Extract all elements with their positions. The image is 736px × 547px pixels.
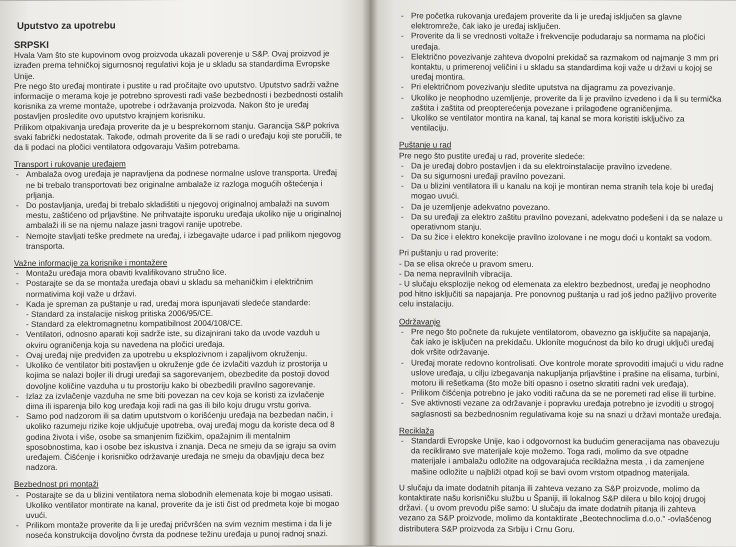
montage-list-2	[14, 329, 343, 474]
list-item: - Da u blizini ventilatora ili u kanalu na koji je montiran nema stranih tela koje bi uređaj mogao uvući.	[399, 182, 724, 204]
recycling-heading: Reciklaža	[399, 426, 435, 436]
list-item: - Kada je spreman za puštanje u rad, uređaj mora ispunjavati sledeće standarde:	[14, 298, 343, 310]
maintenance-heading: Održavanje	[399, 317, 441, 327]
list-item: - Postarajte se da u blizini ventilatora nema slobodnih elemenata koje bi mogao usisati. Ukoliko ventilator montirate na kanal, proverite da je isti čist od predmeta koje bi mogao uvući.	[14, 489, 343, 522]
transport-heading: Transport i rukovanje uređajem	[14, 159, 126, 170]
closing-paragraph: U slučaju da imate dodatnih pitanja ili zahteva vezano za S&P proizvode, molimo da kontaktirate našu korisničku službu u Španiji, ili lokalnog S&P dilera u bilo kojoj drugoj državi. ( u ovom prevodu piše samo: U slučaju da imate dodatnih pitanja ili zahteva vezano za S&P proizvode, molimo da kontaktirate „Beotechnoclima d.o.o." -ovlašćenog distributera S&P proizvoda za Srbiju i Crnu Goru.	[399, 483, 712, 534]
intro-paragraph: Hvala Vam što ste kupovinom ovog proizvoda ukazali poverenje u S&P. Ovaj proizvod je izrađen prema tehničkoj sigurnosnoj regulativi koja je u skladu sa standardima Evropske Unije.	[14, 49, 330, 81]
startup-lead: Pre nego što pustite uređaj u rad, proverite sledeće:	[399, 150, 585, 161]
list-item: - Da su uređaji za elektro zaštitu pravilno povezani, adekvatno podešeni i da se nalaze u operativnom stanju.	[399, 212, 724, 234]
list-item: - Pri električnom povezivanju sledite uputstva na dijagramu za povezivanje.	[399, 83, 724, 95]
list-item: - Pre nego što počnete da rukujete ventilatorom, obavezno ga isključite sa napajanja, čak iako je isključen na prekidaču. Ukloníte mogućnost da bilo ko drugi uključi uređaj dok vršite održavanje.	[399, 327, 724, 359]
list-item: - Postarajte se da se montaža uređaja obavi u skladu sa mehaničkim i električnim normativima koji važe u državi.	[14, 278, 343, 300]
list-item: - Samo pod nadzorom ili sa datim uputstvom o korišćenju uređaja na bezbedan način, i ukoliko razumeju rizike koje uključuje upotreba, ovaj uređaj mogu da koriste deca od 8 godina života i više, osobe sa smanjenim fizičkim, opažajnim ili mentalnim sposobnostima, kao i osobe bez iskustva i znanja. Deca ne smeju da se igraju sa ovim uređajem. Čišćenje i korisničko održavanje uređaja ne smeju da obavljaju deca bez nadzora.	[14, 410, 343, 473]
document-title: Uputstvo za upotrebu	[17, 20, 116, 33]
list-item: - Pre početka rukovanja uređajem proverite da li je uređaj isključen sa glavne elektromreže, čak iako je uređaj isključen.	[399, 11, 724, 33]
standard-line: - Standard za elektromagnetnu kompatibilnost 2004/108/CE.	[26, 318, 243, 330]
intro-paragraph-3: Prilikom otpakivanja uređaja proverite da je u besprekornom stanju. Garancija S&P pokriva svaki fabrički nedostatak. Takođe, odmah proverite da li se radi o uređaju koji ste poručili, te da li podaci na pločici ventilatora odgovaraju Vašim potrebama.	[14, 120, 342, 153]
list-item: - Ventilatori, odnosno aparati koji sadrže iste, su dizajnirani tako da uvode vazduh u okviru ograničenja koja su navedena na pločici uređaja.	[14, 329, 343, 351]
startup-list	[399, 161, 724, 244]
maintenance-list	[399, 327, 724, 420]
check-line: - U slučaju eksplozije nekog od elemenata za elektro bezbednost, uređaj je neophodno pod hitno isključiti sa napajanja. Pre ponovnog puštanja u rad još jedno pažljivo proverite celu instalaciju.	[399, 279, 717, 310]
list-item: - Montažu uređaja mora obaviti kvalifikovano stručno lice.	[14, 267, 343, 279]
list-item: - Ambalaža ovog uređaja je napravljena da podnese normalne uslove transporta. Uređaj ne bi trebalo transportovati bez originalne ambalaže iz razloga mogućih oštećenja i prljanja.	[14, 168, 343, 201]
list-item: - Da je uzemljenje adekvatno povezano.	[399, 202, 724, 214]
list-item: - Izlaz za izvlačenje vazduha ne sme biti povezan na cev koja se koristi za izvlačenje dima ili isparenja bilo kog uređaja koji radi na gas ili bilo koju drugu vrstu goriva.	[14, 390, 343, 412]
list-item: - Prilikom čišćenja potrebno je jako voditi računa da se ne poremeti rad elise ili turbine.	[399, 388, 724, 400]
safety-list	[14, 489, 343, 542]
check-line: - Da se elisa okreće u pravom smeru.	[399, 259, 534, 269]
standard-line: - Standard za instalacije niskog pritiska 2006/95/CE.	[26, 308, 214, 320]
list-item: - Da su žice i elektro konekcije pravilno izolovane i ne mogu doći u kontakt sa vodom.	[399, 233, 724, 245]
electrical-list	[399, 11, 724, 135]
startup-lead-2: Pri puštanju u rad proverite:	[399, 248, 499, 259]
check-line: - Da nema nepravilnih vibracija.	[399, 269, 513, 279]
list-item: - Proverite da li se vrednosti voltaže i frekvencije podudaraju sa normama na pločici uređaja.	[399, 32, 724, 54]
transport-list	[14, 168, 343, 252]
list-item: - Do postavljanja, uređaj bi trebalo skladištiti u njegovoj originalnoj ambalaži na suvom mestu, zaštićeno od prljavštine. Ne prihvatajte isporuku uređaja ukoliko nije u originalnoj ambalaži ili se na njemu nalaze jasni tragovi ranije upotrebe.	[14, 199, 343, 232]
recycling-list	[399, 436, 724, 478]
list-item: - Ukoliko će ventilator biti postavljen u okruženje gde će izvlačiti vazduh iz prostorija u kojima se nalazi bojler ili drugi uređaji sa sagorevanjem, obezbedite da postoji dovod dovoljne količine vazduha u tu prostoriju kako bi obezbedili pravilno sagorevanje.	[14, 359, 343, 392]
montage-list	[14, 267, 343, 310]
list-item: - Ukoliko je neophodno uzemljenje, proverite da li je pravilno izvedeno i da li su termička zaštita i zaštita od preopterećenja povezane i prilagođene ograničenjima.	[399, 93, 724, 115]
list-item: - Električno povezivanje zahteva dvopolni prekidač sa razmakom od najmanje 3 mm pri kontaktu, u primerenoj veličini i u skladu sa standardima koji važe u državi u kojoj se uređaj montira.	[399, 52, 724, 84]
right-page	[369, 0, 736, 547]
language-heading: SRPSKI	[14, 38, 49, 51]
list-item: - Da su sigurnosni uređaji pravilno povezani.	[399, 171, 724, 183]
list-item: - Prilikom montaže proverite da li je uređaj pričvršćen na svim veznim mestima i da li je noseća konstrukcija dovoljno čvrsta da podnese težinu uređaja u punoj radnoj snazi.	[14, 519, 343, 541]
montage-heading: Važne informacije za korisnike i montažere	[14, 258, 168, 269]
list-item: - Nemojte stavljati teške predmete na uređaj, i izbegavajte udarce i pad prilikom njegovog transporta.	[14, 230, 343, 252]
safety-heading: Bezbednost pri montaži	[14, 479, 99, 490]
list-item: - Standardi Evropske Unije, kao i odgovornost ka budućim generacijama nas obavezuju da reciklirамо sve materijale koje možemo. Toga radi, molimo da sve otpadne materijale i ambalažu odložite na odgovarajuća reciklažna mesta , i da zamenjene mašine odložite u najbliži otpad koji se bavi ovom vrstom otpadnog materijala.	[399, 436, 724, 478]
list-item: - Ukoliko se ventilator montira na kanal, taj kanal se mora koristiti isključivo za ventilaciju.	[399, 113, 724, 135]
list-item: - Uređaj morate redovno kontrolisati. Ove kontrole morate sprovoditi imajući u vidu radne uslove uređaja, u cilju izbegavanja nakupljanja prljavštine i prašine na elisama, turbini, motoru ili rešetkama (što može biti opasno i osetno skratiti radni vek uređaja).	[399, 358, 724, 390]
intro-paragraph-2: Pre nego što uređaj montirate i pustite u rad pročitajte ovo uputstvo. Uputstvo sadrži važne informacije o merama koje je potrebno sprovesti radi vaše bezbednosti i bezbednosti ostalih korisnika za vreme montaže, upotrebe i održavanja proizvoda. Nakon što je uređaj postavljen prosledite ovo uputstvo krajnjem korisniku.	[14, 79, 343, 122]
list-item: - Da je uređaj dobro postavljen i da su elektroinstalacije pravilno izvedene.	[399, 161, 724, 173]
list-item: - Ovaj uređaj nije predviđen za upotrebu u eksplozivnom i zapaljivom okruženju.	[14, 349, 343, 361]
startup-heading: Puštanje u rad	[399, 140, 452, 150]
list-item: - Sve aktivnosti vezane za održavanje i popravku uređaja potrebno je izvoditi u strogoj saglasnosti sa bezbednosnim regulativama koje su na snazi u državi montaže uređaja.	[399, 399, 724, 421]
